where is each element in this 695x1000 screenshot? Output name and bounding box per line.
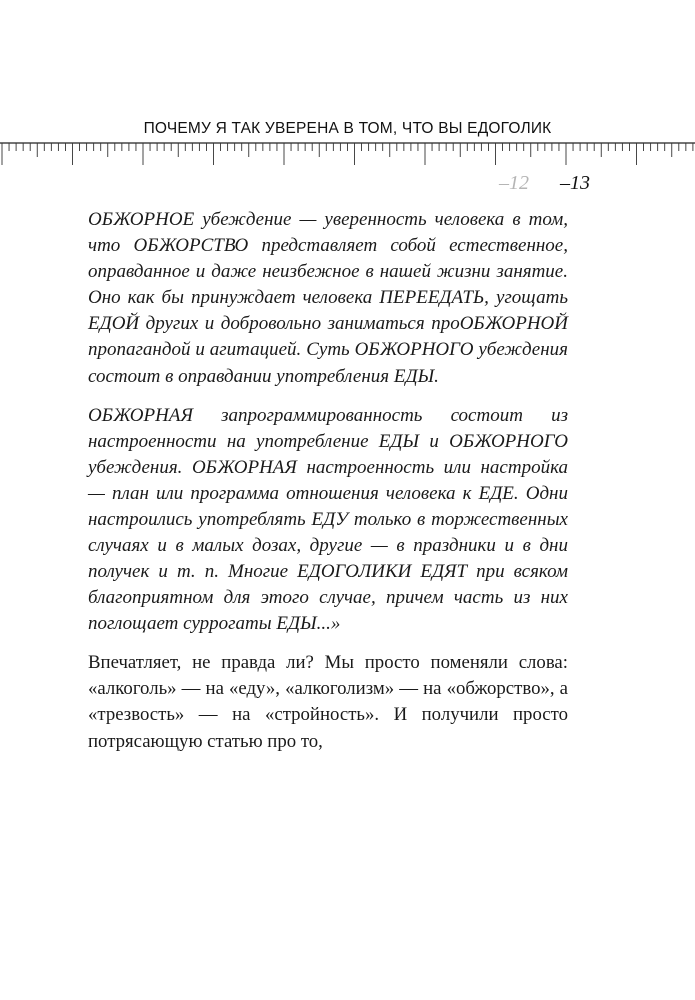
quote-paragraph-1: ОБЖОРНОЕ убеждение — уверенность человека в том, что ОБЖОРСТВО представляет собой естественное, оправданное и даже неизбежное в нашей жизни занятие. Оно как бы принуждает человека ПЕРЕЕДАТЬ, угощать ЕДОЙ других и добровольно заниматься проОБЖОРНОЙ пропагандой и агитацией. Суть ОБЖОРНОГО убеждения состоит в оправдании употребления ЕДЫ. <box>88 209 568 387</box>
quote-paragraph-2: ОБЖОРНАЯ запрограммированность состоит из настроенности на употребление ЕДЫ и ОБЖОРНОГО убеждения. ОБЖОРНАЯ настроенность или настройка — план или программа отношения человека к ЕДЕ. Одни настроились употреблять ЕДУ только в торжественных случаях и в малых дозах, другие — в праздники и в дни получек и т. п. Многие ЕДОГОЛИКИ ЕДЯТ при всяком благоприятном для этого случае, причем часть из них поглощает суррогаты ЕДЫ...» <box>88 404 568 635</box>
body-text <box>88 650 568 768</box>
running-title: ПОЧЕМУ Я ТАК УВЕРЕНА В ТОМ, ЧТО ВЫ ЕДОГОЛИК <box>143 120 552 137</box>
current-page-number: –13 <box>560 172 590 194</box>
previous-page-number: –12 <box>499 172 529 194</box>
quoted-text <box>88 207 568 651</box>
body-paragraph-1: Впечатляет, не правда ли? Мы просто поменяли слова: «алкоголь» — на «еду», «алкоголизм» — на «обжорство», а «трезвость» — на «стройность». И получили просто потрясающую статью про то, <box>88 652 568 752</box>
page-numbers <box>499 172 590 195</box>
ruler-decoration <box>0 142 695 172</box>
